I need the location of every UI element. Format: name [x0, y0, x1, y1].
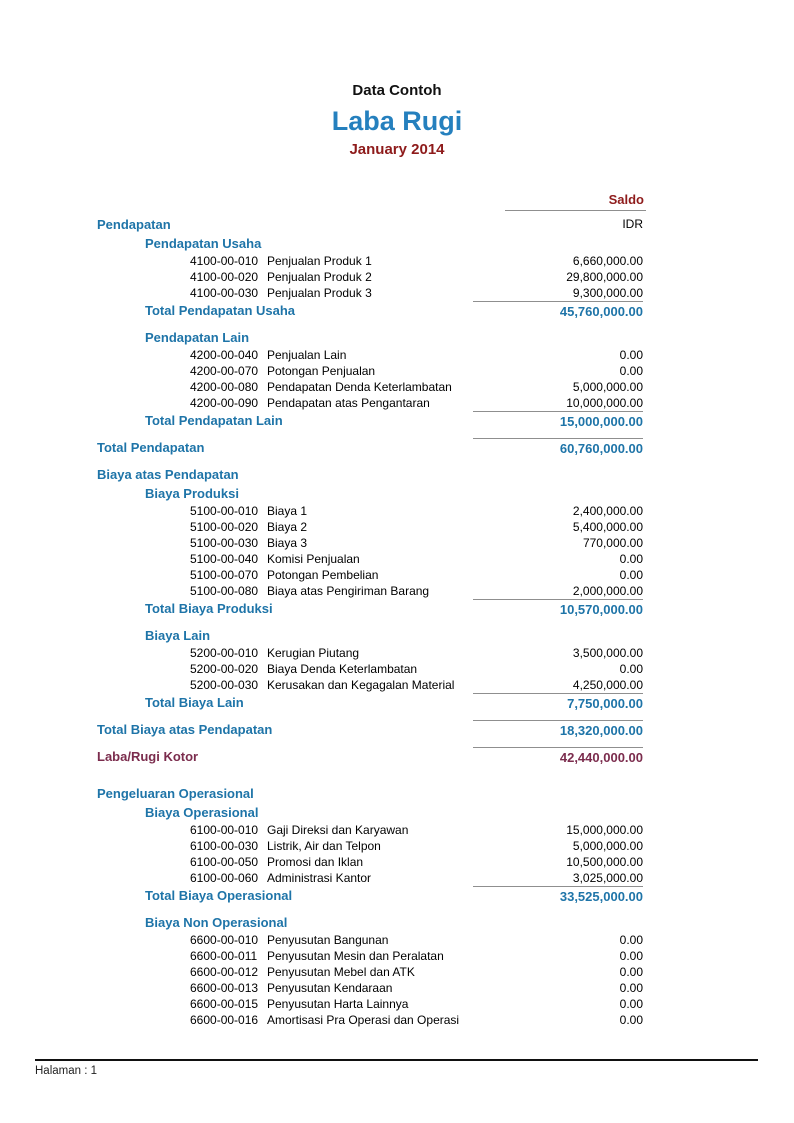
account-code: 6600-00-012	[190, 965, 259, 979]
amount-value: 0.00	[619, 965, 643, 979]
amount-value: 18,320,000.00	[473, 720, 643, 739]
amount-value: 2,000,000.00	[572, 584, 643, 598]
section-heading	[0, 626, 794, 645]
report-body	[0, 215, 794, 1028]
footer-divider	[35, 1059, 758, 1061]
account-code: 6600-00-011	[190, 949, 258, 963]
account-name: Penyusutan Kendaraan	[267, 981, 393, 995]
amount-value: 10,500,000.00	[566, 855, 643, 869]
amount-value: 10,570,000.00	[473, 599, 643, 618]
account-name: Gaji Direksi dan Karyawan	[267, 823, 409, 837]
account-name: Administrasi Kantor	[267, 871, 372, 885]
total-row	[0, 720, 794, 739]
amount-value: 0.00	[619, 933, 643, 947]
amount-value: 5,000,000.00	[572, 839, 643, 853]
amount-value: 5,400,000.00	[572, 520, 643, 534]
row-label: Biaya Produksi	[145, 486, 239, 501]
account-code: 5100-00-010	[190, 504, 259, 518]
account-row	[0, 932, 794, 948]
account-row	[0, 395, 794, 411]
account-code: 4100-00-020	[190, 270, 259, 284]
amount-value: 3,500,000.00	[572, 646, 643, 660]
account-name: Potongan Penjualan	[267, 364, 376, 378]
account-code: 6100-00-030	[190, 839, 259, 853]
amount-value: 0.00	[619, 981, 643, 995]
account-code: 5100-00-030	[190, 536, 259, 550]
account-row	[0, 285, 794, 301]
saldo-column-header	[505, 192, 646, 211]
account-row	[0, 535, 794, 551]
account-row	[0, 948, 794, 964]
section-heading	[0, 803, 794, 822]
row-label: Pendapatan	[97, 217, 171, 232]
account-row	[0, 854, 794, 870]
row-label: Total Biaya Operasional	[145, 888, 293, 903]
account-name: Promosi dan Iklan	[267, 855, 364, 869]
account-name: Potongan Pembelian	[267, 568, 379, 582]
account-row	[0, 838, 794, 854]
total-row	[0, 599, 794, 618]
account-code: 5100-00-020	[190, 520, 259, 534]
account-code: 4200-00-040	[190, 348, 259, 362]
row-label: Pengeluaran Operasional	[97, 786, 254, 801]
account-code: 4100-00-010	[190, 254, 259, 268]
amount-value: 0.00	[619, 662, 643, 676]
account-code: 6600-00-013	[190, 981, 259, 995]
total-row	[0, 411, 794, 430]
row-label: Biaya atas Pendapatan	[97, 467, 239, 482]
section-heading	[0, 215, 794, 234]
amount-value: 2,400,000.00	[572, 504, 643, 518]
account-name: Biaya 3	[267, 536, 308, 550]
amount-value: 0.00	[619, 348, 643, 362]
account-name: Listrik, Air dan Telpon	[267, 839, 381, 853]
amount-value: 45,760,000.00	[473, 301, 643, 320]
account-code: 5100-00-080	[190, 584, 259, 598]
row-label: Total Pendapatan Usaha	[145, 303, 296, 318]
account-name: Komisi Penjualan	[267, 552, 360, 566]
amount-value: 7,750,000.00	[473, 693, 643, 712]
account-name: Kerusakan dan Kegagalan Material	[267, 678, 455, 692]
account-row	[0, 822, 794, 838]
amount-value: 5,000,000.00	[572, 380, 643, 394]
account-code: 4200-00-090	[190, 396, 259, 410]
account-row	[0, 870, 794, 886]
row-label: Total Pendapatan	[97, 440, 205, 455]
account-row	[0, 551, 794, 567]
account-code: 5200-00-020	[190, 662, 259, 676]
amount-value: 9,300,000.00	[572, 286, 643, 300]
company-name: Data Contoh	[352, 82, 442, 99]
account-row	[0, 379, 794, 395]
amount-value: 6,660,000.00	[572, 254, 643, 268]
section-heading	[0, 234, 794, 253]
account-name: Penyusutan Bangunan	[267, 933, 389, 947]
account-row	[0, 519, 794, 535]
report-period: January 2014	[349, 141, 445, 158]
account-name: Pendapatan Denda Keterlambatan	[267, 380, 452, 394]
account-name: Pendapatan atas Pengantaran	[267, 396, 430, 410]
row-label: Pendapatan Lain	[145, 330, 250, 345]
amount-value: 0.00	[619, 552, 643, 566]
amount-value: 0.00	[619, 949, 643, 963]
account-row	[0, 677, 794, 693]
account-row	[0, 996, 794, 1012]
report-header	[0, 0, 794, 158]
account-code: 4100-00-030	[190, 286, 259, 300]
amount-value: 15,000,000.00	[566, 823, 643, 837]
account-code: 6100-00-010	[190, 823, 259, 837]
total-row	[0, 886, 794, 905]
amount-value: 15,000,000.00	[473, 411, 643, 430]
row-label: Pendapatan Usaha	[145, 236, 262, 251]
row-label: Total Biaya Lain	[145, 695, 244, 710]
account-name: Biaya atas Pengiriman Barang	[267, 584, 430, 598]
account-name: Penyusutan Harta Lainnya	[267, 997, 409, 1011]
account-row	[0, 661, 794, 677]
account-row	[0, 503, 794, 519]
report-title: Laba Rugi	[331, 106, 463, 136]
section-heading	[0, 484, 794, 503]
account-name: Kerugian Piutang	[267, 646, 360, 660]
account-row	[0, 980, 794, 996]
total-row	[0, 747, 794, 766]
amount-value: 33,525,000.00	[473, 886, 643, 905]
account-code: 6600-00-010	[190, 933, 259, 947]
total-row	[0, 301, 794, 320]
account-row	[0, 347, 794, 363]
amount-value: 0.00	[619, 997, 643, 1011]
row-label: Biaya Non Operasional	[145, 915, 288, 930]
amount-value: 0.00	[619, 568, 643, 582]
section-heading	[0, 784, 794, 803]
account-code: 6100-00-050	[190, 855, 259, 869]
saldo-label: Saldo	[608, 192, 644, 207]
account-name: Biaya Denda Keterlambatan	[267, 662, 418, 676]
account-name: Penyusutan Mesin dan Peralatan	[267, 949, 444, 963]
amount-value: 0.00	[619, 364, 643, 378]
account-code: 5200-00-010	[190, 646, 259, 660]
account-code: 4200-00-070	[190, 364, 259, 378]
row-label: Laba/Rugi Kotor	[97, 749, 199, 764]
account-name: Penjualan Produk 3	[267, 286, 372, 300]
account-name: Amortisasi Pra Operasi dan Operasi	[267, 1013, 460, 1027]
account-name: Penjualan Produk 1	[267, 254, 372, 268]
account-row	[0, 567, 794, 583]
amount-value: 10,000,000.00	[566, 396, 643, 410]
account-row	[0, 253, 794, 269]
account-name: Biaya 2	[267, 520, 308, 534]
row-label: Total Biaya atas Pendapatan	[97, 722, 273, 737]
account-name: Penyusutan Mebel dan ATK	[267, 965, 415, 979]
account-code: 6600-00-015	[190, 997, 259, 1011]
amount-value: 29,800,000.00	[566, 270, 643, 284]
row-label: Total Biaya Produksi	[145, 601, 273, 616]
account-name: Penjualan Lain	[267, 348, 347, 362]
account-code: 6600-00-016	[190, 1013, 259, 1027]
row-label: Biaya Operasional	[145, 805, 259, 820]
total-row	[0, 438, 794, 457]
account-code: 4200-00-080	[190, 380, 259, 394]
account-row	[0, 964, 794, 980]
page-number-label: Halaman : 1	[35, 1065, 98, 1077]
currency-label: IDR	[622, 217, 643, 231]
row-label: Biaya Lain	[145, 628, 211, 643]
account-row	[0, 645, 794, 661]
amount-value: 3,025,000.00	[572, 871, 643, 885]
section-heading	[0, 913, 794, 932]
amount-value: 0.00	[619, 1013, 643, 1027]
account-name: Biaya 1	[267, 504, 308, 518]
amount-value: 770,000.00	[582, 536, 643, 550]
account-code: 6100-00-060	[190, 871, 259, 885]
account-code: 5200-00-030	[190, 678, 259, 692]
account-code: 5100-00-070	[190, 568, 259, 582]
account-code: 5100-00-040	[190, 552, 259, 566]
amount-value: 4,250,000.00	[572, 678, 643, 692]
total-row	[0, 693, 794, 712]
row-label: Total Pendapatan Lain	[145, 413, 283, 428]
account-row	[0, 363, 794, 379]
account-row	[0, 583, 794, 599]
account-row	[0, 1012, 794, 1028]
amount-value: 60,760,000.00	[473, 438, 643, 457]
account-row	[0, 269, 794, 285]
account-name: Penjualan Produk 2	[267, 270, 372, 284]
section-heading	[0, 465, 794, 484]
section-heading	[0, 328, 794, 347]
amount-value: 42,440,000.00	[473, 747, 643, 766]
